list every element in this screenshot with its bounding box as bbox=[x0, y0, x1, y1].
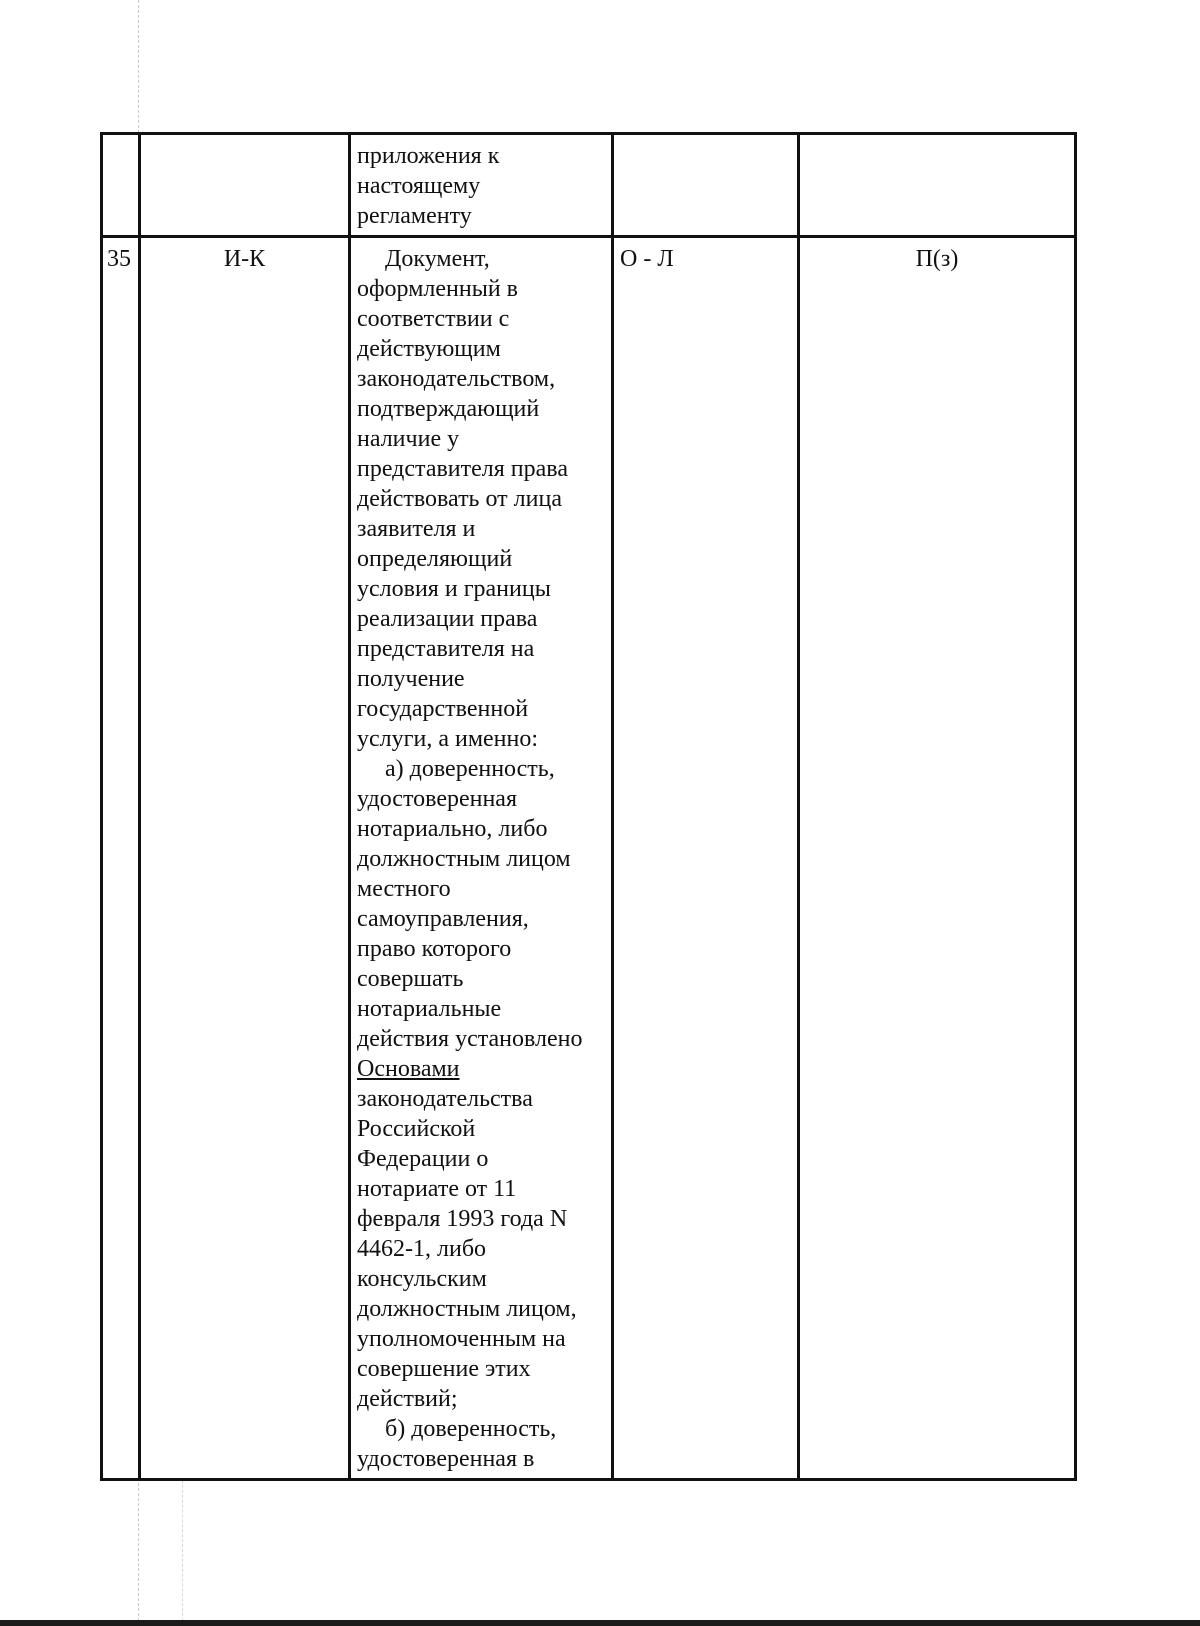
text-line: представителя на bbox=[357, 636, 535, 662]
text-line: соответствии с bbox=[357, 306, 510, 332]
text-line: настоящему bbox=[357, 173, 481, 199]
cell-type-empty bbox=[613, 134, 799, 237]
text-line: государственной bbox=[357, 696, 529, 722]
text-line: право которого bbox=[357, 936, 512, 962]
text-line: б) доверенность, bbox=[385, 1416, 557, 1442]
table-row-continuation bbox=[102, 134, 1076, 237]
cell-number-empty bbox=[102, 134, 140, 237]
text-line: нотариате от 11 bbox=[357, 1176, 517, 1202]
text-line: действовать от лица bbox=[357, 486, 562, 512]
cell-code-empty bbox=[140, 134, 350, 237]
document-table bbox=[100, 132, 1077, 1481]
text-line: совершение этих bbox=[357, 1356, 531, 1382]
text-line: нотариальные bbox=[357, 996, 502, 1022]
text-line: должностным лицом, bbox=[357, 1296, 577, 1322]
text-line: уполномоченным на bbox=[357, 1326, 566, 1352]
text-line: подтверждающий bbox=[357, 396, 540, 422]
document-description bbox=[350, 237, 613, 1480]
text-line: действия установлено bbox=[357, 1026, 583, 1052]
text-line: местного bbox=[357, 876, 451, 902]
table-row-35 bbox=[102, 237, 1076, 1480]
text-line: определяющий bbox=[357, 546, 513, 572]
text-line: приложения к bbox=[357, 143, 500, 169]
cell-form-empty bbox=[799, 134, 1076, 237]
text-line: законодательства bbox=[357, 1086, 533, 1112]
text-line: реализации права bbox=[357, 606, 538, 632]
text-line: а) доверенность, bbox=[385, 756, 555, 782]
cell-document-text-continued bbox=[350, 134, 613, 237]
text-line: действий; bbox=[357, 1386, 458, 1412]
text-line: заявителя и bbox=[357, 516, 476, 542]
text-line: Документ, bbox=[385, 246, 490, 272]
text-line: наличие у bbox=[357, 426, 460, 452]
text-line: действующим bbox=[357, 336, 501, 362]
text-line: представителя права bbox=[357, 456, 568, 482]
document-code: И-К bbox=[140, 237, 350, 1480]
document-type: О - Л bbox=[613, 237, 799, 1480]
text-line: услуги, а именно: bbox=[357, 726, 539, 752]
text-line: удостоверенная bbox=[357, 786, 517, 812]
text-line: совершать bbox=[357, 966, 464, 992]
text-line: условия и границы bbox=[357, 576, 551, 602]
text-line: получение bbox=[357, 666, 465, 692]
text-line: удостоверенная в bbox=[357, 1446, 535, 1472]
document-form: П(з) bbox=[799, 237, 1076, 1480]
text-line: регламенту bbox=[357, 203, 472, 229]
text-line: самоуправления, bbox=[357, 906, 529, 932]
row-number: 35 bbox=[102, 237, 140, 1480]
text-line: консульским bbox=[357, 1266, 487, 1292]
scan-fold-line-lower bbox=[182, 1480, 183, 1626]
text-line: должностным лицом bbox=[357, 846, 571, 872]
text-line: Российской bbox=[357, 1116, 476, 1142]
text-line: 4462-1, либо bbox=[357, 1236, 487, 1262]
text-line: февраля 1993 года N bbox=[357, 1206, 568, 1232]
text-line: законодательством, bbox=[357, 366, 556, 392]
text-line: Федерации о bbox=[357, 1146, 489, 1172]
law-reference-link[interactable]: Основами bbox=[357, 1056, 460, 1082]
scan-bottom-edge bbox=[0, 1620, 1200, 1626]
text-line: оформленный в bbox=[357, 276, 518, 302]
text-line: нотариально, либо bbox=[357, 816, 548, 842]
